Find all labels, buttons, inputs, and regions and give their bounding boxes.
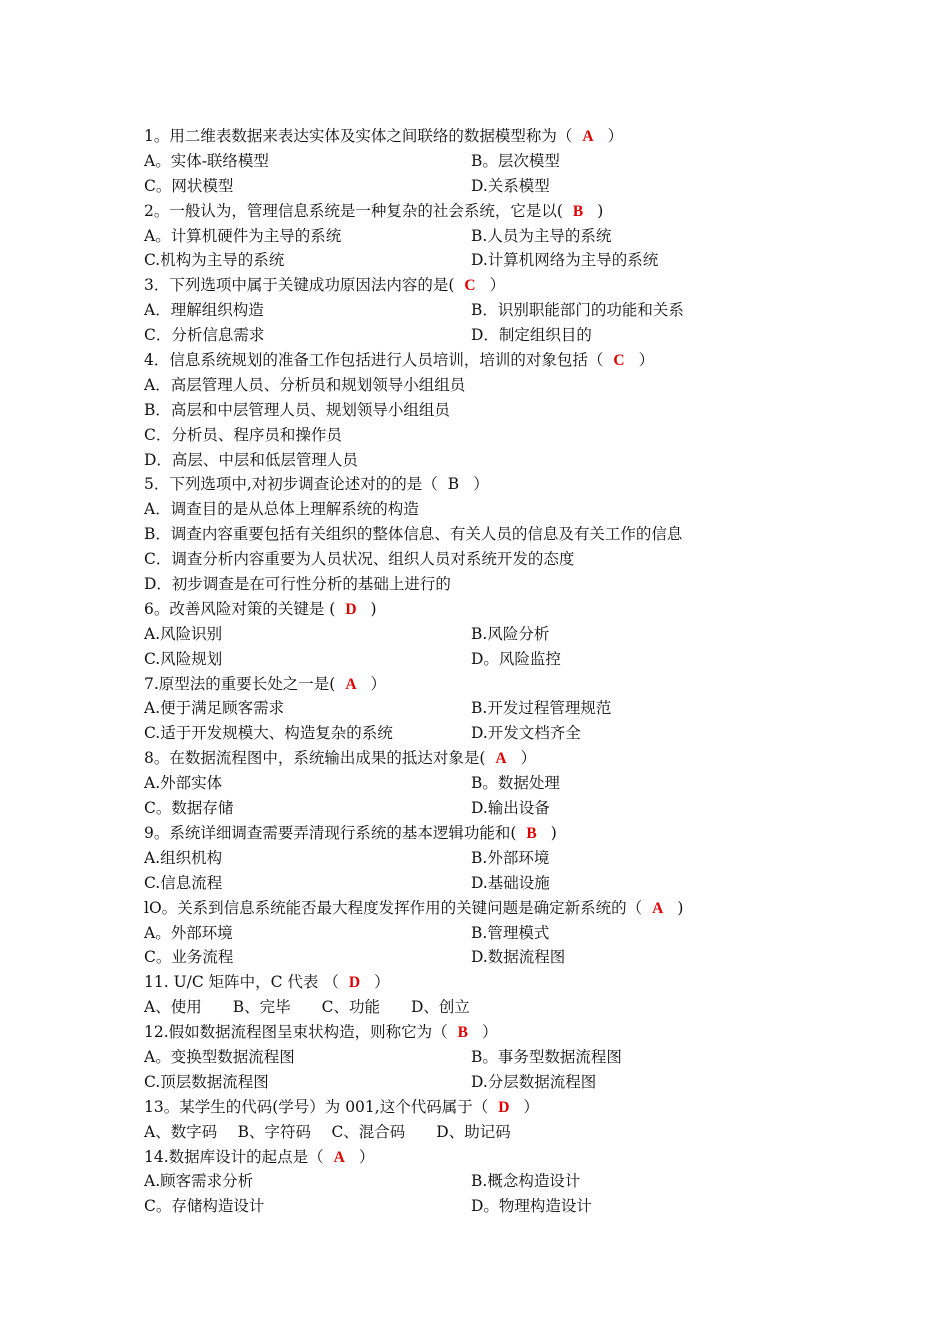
option-row	[144, 796, 864, 821]
question-text: 11. U/C 矩阵中，C 代表 （	[144, 973, 339, 992]
question-text: 12.假如数据流程图呈束状构造，则称它为（	[144, 1023, 448, 1042]
question-stem	[144, 124, 864, 149]
option-text: A、数字码 B、字符码 C、混合码 D、助记码	[144, 1122, 511, 1141]
option-row	[144, 696, 864, 721]
option-text: B.管理模式	[471, 923, 550, 942]
answer-mark: C	[613, 352, 625, 370]
option-row	[144, 298, 864, 323]
option-text: C.信息流程	[144, 873, 223, 892]
question-text: 8。在数据流程图中，系统输出成果的抵达对象是(	[144, 749, 486, 768]
answer-mark: D	[498, 1098, 510, 1116]
question-close: )	[370, 599, 377, 618]
option-text: B.开发过程管理规范	[471, 699, 612, 718]
option-text: A.便于满足顾客需求	[144, 699, 285, 718]
answer-mark: B	[447, 475, 460, 494]
option-text: A．高层管理人员、分析员和规划领导小组组员	[144, 375, 466, 394]
answer-mark: D	[348, 974, 361, 992]
option-text: D.关系模型	[471, 176, 550, 195]
option-text: C.顶层数据流程图	[144, 1072, 269, 1091]
question-stem	[144, 348, 864, 373]
option-row	[144, 572, 864, 597]
question-text: 6。改善风险对策的关键是 (	[144, 599, 336, 618]
option-text: C。存储构造设计	[144, 1197, 265, 1216]
option-text: D.开发文档齐全	[471, 724, 581, 743]
question-close: )	[550, 823, 557, 842]
option-row	[144, 871, 864, 896]
option-row	[144, 647, 864, 672]
option-text: B.外部环境	[471, 848, 550, 867]
option-text: A.组织机构	[144, 848, 223, 867]
option-row	[144, 846, 864, 871]
option-text: A．调查目的是从总体上理解系统的构造	[144, 500, 419, 519]
option-row	[144, 995, 864, 1020]
question-text: lO。关系到信息系统能否最大程度发挥作用的关键问题是确定新系统的（	[144, 898, 643, 917]
answer-mark: A	[345, 675, 357, 693]
question-close: ）	[520, 749, 537, 768]
option-text: C。数据存储	[144, 799, 234, 818]
answer-mark: A	[652, 899, 664, 917]
option-text: C.适于开发规模大、构造复杂的系统	[144, 724, 393, 743]
option-text: D.数据流程图	[471, 948, 566, 967]
question-close: )	[597, 201, 604, 220]
question-stem	[144, 1145, 864, 1170]
question-stem	[144, 273, 864, 298]
option-text: D．高层、中层和低层管理人员	[144, 450, 358, 469]
question-stem	[144, 199, 864, 224]
option-text: D。风险监控	[471, 649, 561, 668]
option-text: A。实体-联络模型	[144, 151, 269, 170]
option-text: B.概念构造设计	[471, 1172, 581, 1191]
question-text: 13。某学生的代码(学号）为 001,这个代码属于（	[144, 1097, 489, 1116]
question-close: ）	[473, 475, 489, 494]
option-row	[144, 423, 864, 448]
option-row	[144, 149, 864, 174]
option-text: B。事务型数据流程图	[471, 1047, 622, 1066]
question-stem	[144, 1095, 864, 1120]
question-text: 2。一般认为，管理信息系统是一种复杂的社会系统，它是以(	[144, 201, 563, 220]
option-row	[144, 945, 864, 970]
question-stem	[144, 970, 864, 995]
option-text: B．高层和中层管理人员、规划领导小组组员	[144, 400, 450, 419]
question-close: ）	[482, 1023, 498, 1042]
option-row	[144, 248, 864, 273]
question-close: ）	[638, 351, 655, 370]
option-text: A。变换型数据流程图	[144, 1047, 295, 1066]
answer-mark: A	[333, 1148, 345, 1166]
question-document	[144, 124, 864, 1219]
question-text: 14.数据库设计的起点是（	[144, 1147, 324, 1166]
answer-mark: B	[457, 1024, 468, 1042]
question-stem	[144, 672, 864, 697]
option-text: A。计算机硬件为主导的系统	[144, 226, 342, 245]
option-text: A.风险识别	[144, 624, 223, 643]
option-row	[144, 771, 864, 796]
option-text: B。层次模型	[471, 151, 560, 170]
question-close: )	[677, 898, 684, 917]
option-row	[144, 224, 864, 249]
question-stem	[144, 821, 864, 846]
option-text: A。外部环境	[144, 923, 233, 942]
answer-mark: A	[582, 128, 594, 145]
option-text: D.输出设备	[471, 799, 550, 818]
option-text: B.风险分析	[471, 624, 550, 643]
option-text: B．识别职能部门的功能和关系	[471, 301, 684, 320]
question-close: ）	[374, 973, 390, 992]
question-text: 7.原型法的重要长处之一是(	[144, 674, 336, 693]
question-close: ）	[370, 674, 387, 693]
answer-mark: B	[526, 824, 537, 842]
option-row	[144, 522, 864, 547]
option-text: C．分析员、程序员和操作员	[144, 425, 342, 444]
option-row	[144, 323, 864, 348]
option-text: C.机构为主导的系统	[144, 251, 285, 270]
answer-mark: D	[345, 600, 357, 618]
option-row	[144, 547, 864, 572]
option-text: D．初步调查是在可行性分析的基础上进行的	[144, 575, 451, 594]
option-row	[144, 622, 864, 647]
option-text: A.顾客需求分析	[144, 1172, 254, 1191]
option-text: A.外部实体	[144, 774, 223, 793]
question-text: 1。用二维表数据来表达实体及实体之间联络的数据模型称为（	[144, 127, 573, 145]
question-text: 5．下列选项中,对初步调查论述对的的是（	[144, 475, 438, 494]
option-text: C。业务流程	[144, 948, 234, 967]
option-row	[144, 1194, 864, 1219]
option-text: B．调查内容重要包括有关组织的整体信息、有关人员的信息及有关工作的信息	[144, 525, 683, 544]
answer-mark: C	[464, 277, 476, 295]
option-text: B.人员为主导的系统	[471, 226, 612, 245]
option-row	[144, 398, 864, 423]
option-row	[144, 497, 864, 522]
option-text: D．制定组织目的	[471, 326, 592, 345]
question-stem	[144, 746, 864, 771]
answer-mark: B	[572, 202, 584, 220]
option-row	[144, 1045, 864, 1070]
question-close: ）	[489, 276, 506, 295]
option-text: D。物理构造设计	[471, 1197, 592, 1216]
question-close: ）	[607, 127, 624, 145]
question-text: 4．信息系统规划的准备工作包括进行人员培训，培训的对象包括（	[144, 351, 604, 370]
option-text: A．理解组织构造	[144, 301, 264, 320]
option-row	[144, 448, 864, 473]
question-close: ）	[358, 1147, 375, 1166]
option-text: C．分析信息需求	[144, 326, 265, 345]
option-row	[144, 1169, 864, 1194]
option-row	[144, 373, 864, 398]
option-text: C．调查分析内容重要为人员状况、组织人员对系统开发的态度	[144, 550, 575, 569]
option-row	[144, 721, 864, 746]
option-row	[144, 174, 864, 199]
option-text: A、使用 B、完毕 C、功能 D、创立	[144, 998, 470, 1017]
option-text: C。网状模型	[144, 176, 234, 195]
option-text: D.分层数据流程图	[471, 1072, 597, 1091]
option-text: C.风险规划	[144, 649, 223, 668]
question-stem	[144, 896, 864, 921]
question-text: 3．下列选项中属于关键成功原因法内容的是(	[144, 276, 455, 295]
answer-mark: A	[495, 750, 507, 768]
option-row	[144, 921, 864, 946]
option-row	[144, 1120, 864, 1145]
question-stem	[144, 1020, 864, 1045]
option-text: B。数据处理	[471, 774, 560, 793]
question-text: 9。系统详细调查需要弄清现行系统的基本逻辑功能和(	[144, 823, 517, 842]
question-close: ）	[523, 1097, 539, 1116]
option-row	[144, 1070, 864, 1095]
option-text: D.基础设施	[471, 873, 550, 892]
option-text: D.计算机网络为主导的系统	[471, 251, 659, 270]
question-stem	[144, 597, 864, 622]
question-stem	[144, 472, 864, 497]
